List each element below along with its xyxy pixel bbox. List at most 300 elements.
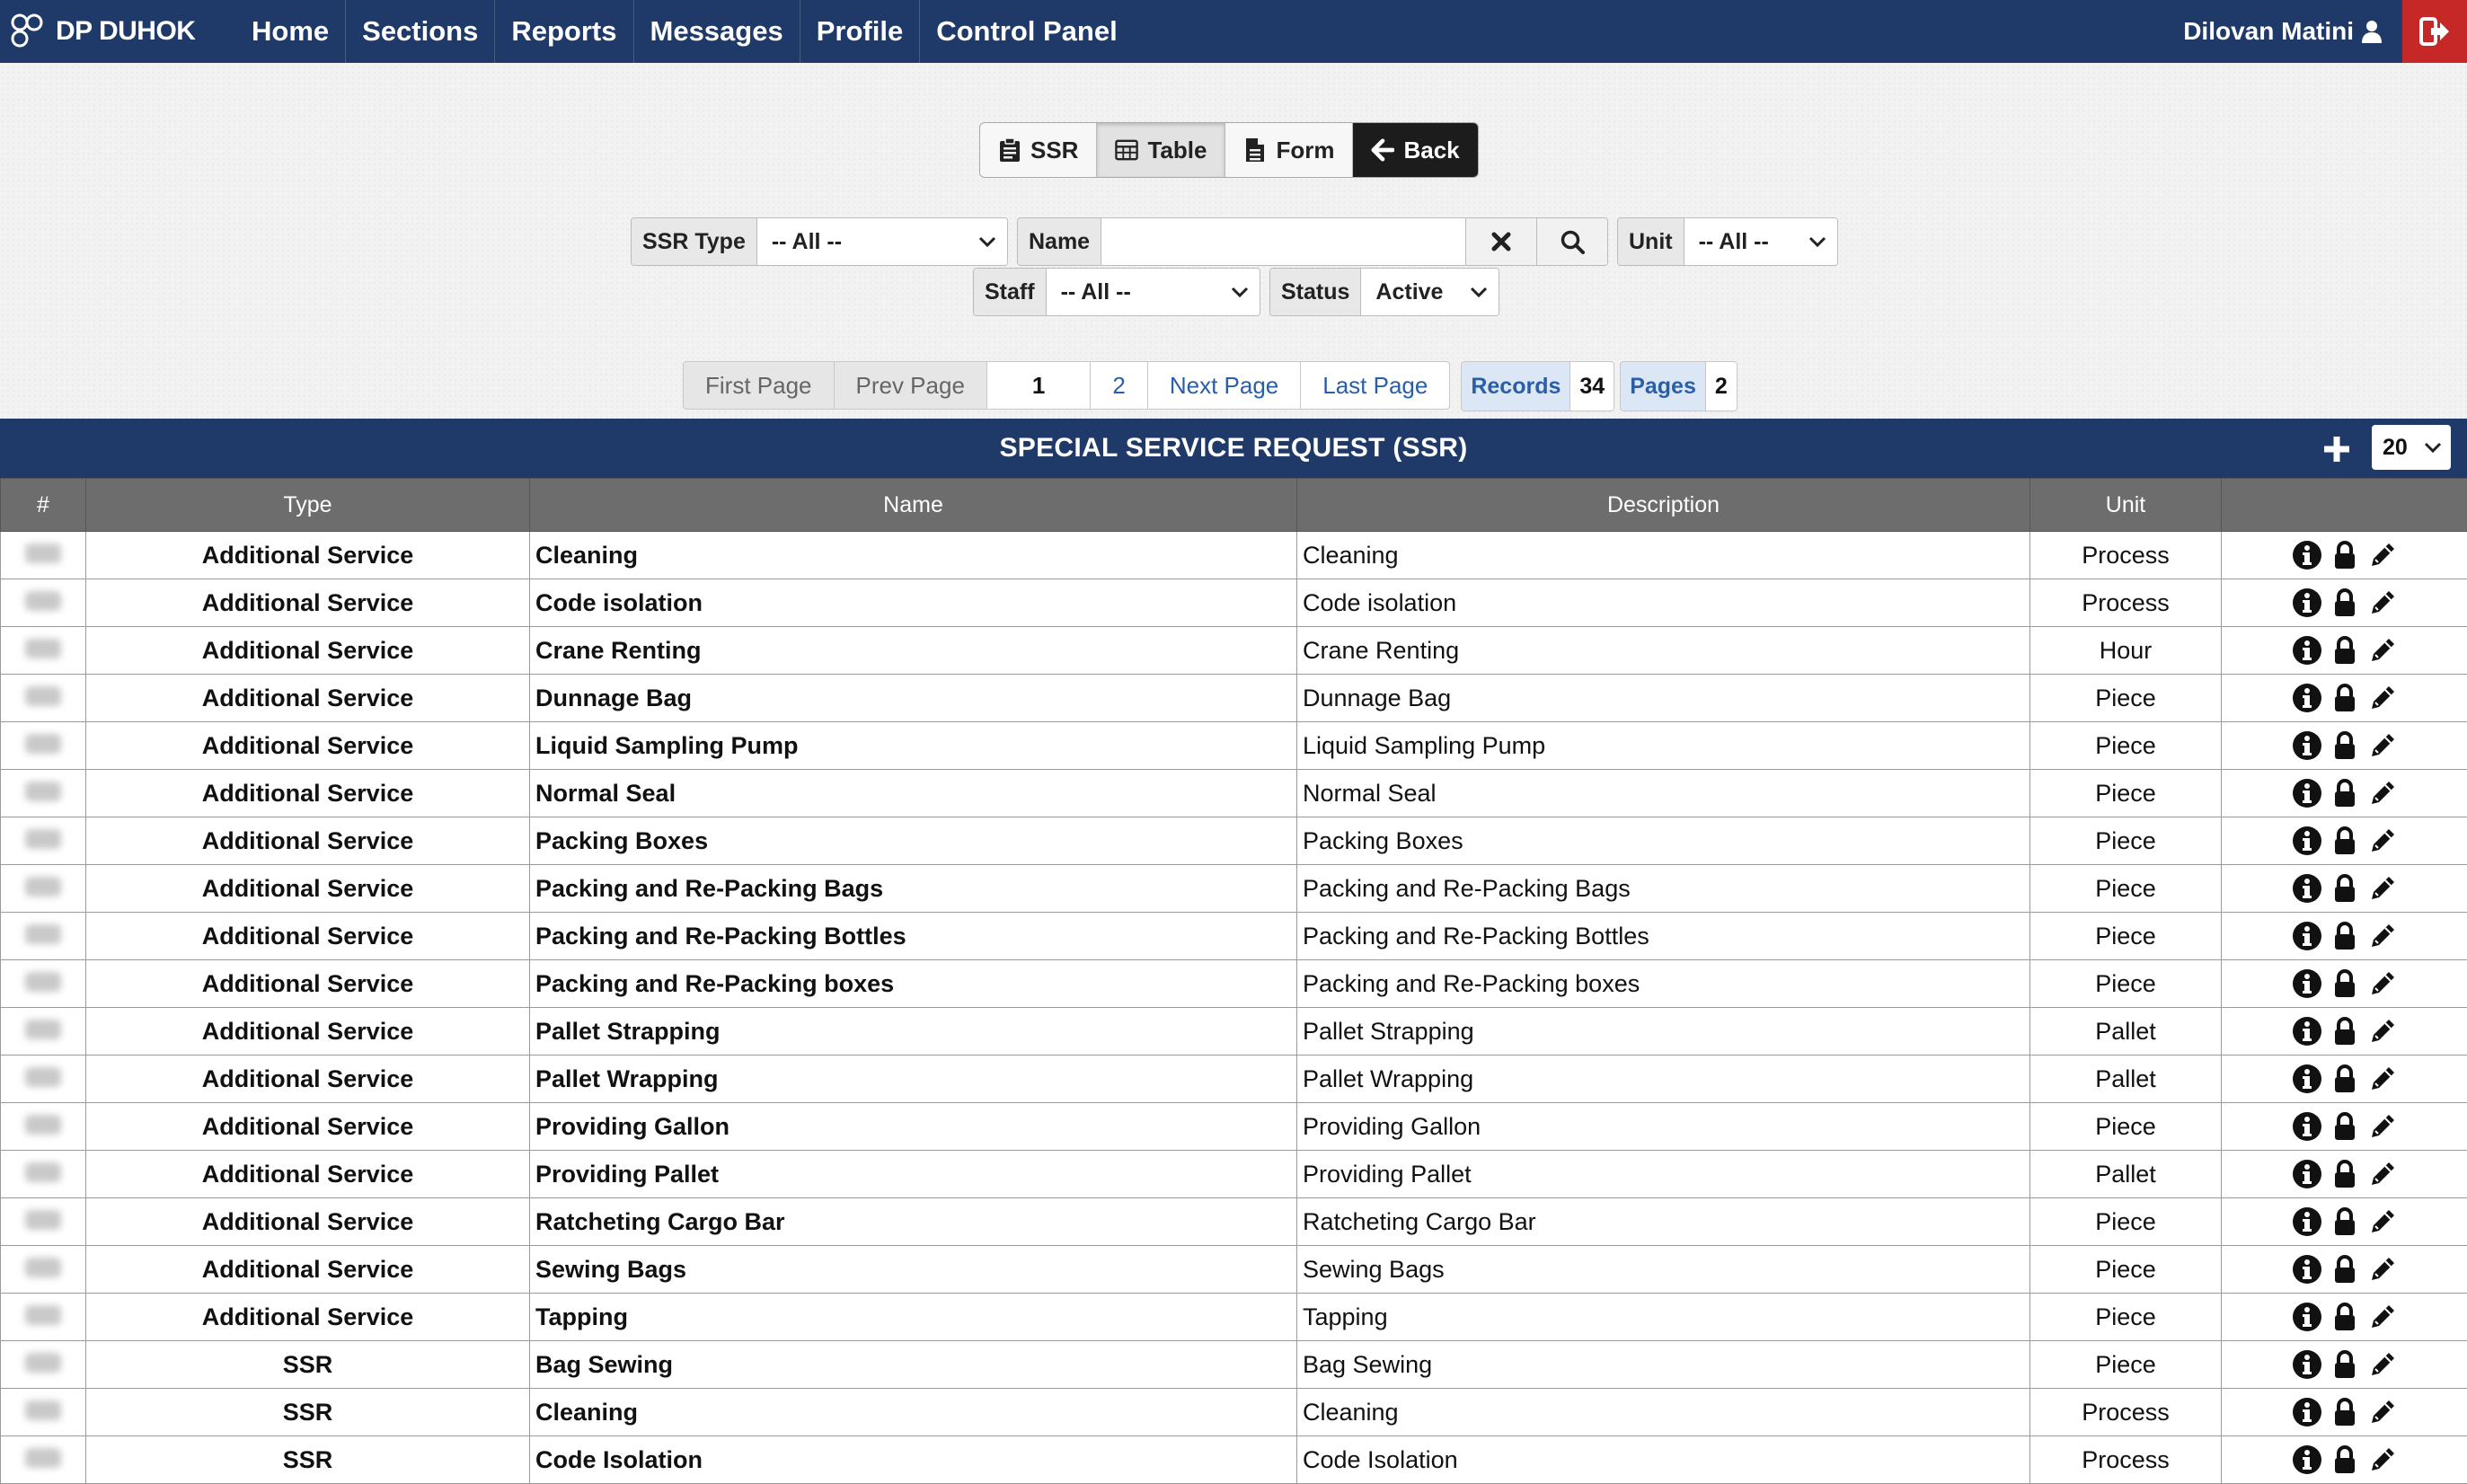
row-description: Bag Sewing	[1297, 1341, 2030, 1389]
search-icon	[1560, 229, 1585, 254]
row-number-blurred	[25, 591, 61, 611]
back-button[interactable]	[1353, 123, 1477, 177]
row-actions	[2222, 1151, 2467, 1198]
col-header-number[interactable]: #	[1, 479, 86, 532]
row-number-cell	[1, 1389, 86, 1436]
row-description: Pallet Strapping	[1297, 1008, 2030, 1056]
table-row[interactable]	[1, 960, 2467, 1008]
form-view-label: Form	[1276, 136, 1335, 163]
lock-icon[interactable]	[2330, 1206, 2360, 1237]
row-number-cell	[1, 960, 86, 1008]
info-icon[interactable]	[2292, 968, 2322, 999]
row-name: Providing Pallet	[530, 1151, 1297, 1198]
pencil-icon[interactable]	[2367, 1397, 2398, 1427]
unit-select[interactable]	[1684, 218, 1837, 265]
row-unit: Pallet	[2030, 1056, 2222, 1103]
row-description: Packing and Re-Packing Bags	[1297, 865, 2030, 913]
col-header-type[interactable]: Type	[86, 479, 530, 532]
staff-value: -- All --	[1060, 278, 1131, 305]
pencil-icon[interactable]	[2367, 1349, 2398, 1380]
row-actions	[2222, 1103, 2467, 1151]
page-2-button[interactable]: 2	[1091, 361, 1147, 410]
pencil-icon[interactable]	[2367, 873, 2398, 904]
table-row[interactable]	[1, 1103, 2467, 1151]
info-icon[interactable]	[2292, 683, 2322, 713]
info-icon[interactable]	[2292, 635, 2322, 666]
row-number-blurred	[25, 924, 61, 944]
row-name: Tapping	[530, 1294, 1297, 1341]
pencil-icon[interactable]	[2367, 730, 2398, 761]
pencil-icon[interactable]	[2367, 826, 2398, 856]
lock-icon[interactable]	[2330, 683, 2360, 713]
prev-page-button[interactable]: Prev Page	[835, 361, 987, 410]
arrow-left-icon	[1371, 137, 1394, 163]
pencil-icon[interactable]	[2367, 1159, 2398, 1189]
row-number-cell	[1, 722, 86, 770]
row-number-blurred	[25, 1067, 61, 1087]
row-description: Providing Pallet	[1297, 1151, 2030, 1198]
row-actions	[2222, 1389, 2467, 1436]
user-name: Dilovan Matini	[2183, 17, 2354, 45]
row-number-blurred	[25, 1400, 61, 1420]
row-actions	[2222, 1341, 2467, 1389]
file-icon	[1243, 137, 1267, 163]
row-unit: Pallet	[2030, 1008, 2222, 1056]
row-number-blurred	[25, 782, 61, 801]
info-icon[interactable]	[2292, 730, 2322, 761]
lock-icon[interactable]	[2330, 1064, 2360, 1094]
name-filter	[1017, 217, 1608, 266]
row-number-blurred	[25, 1020, 61, 1039]
row-type: Additional Service	[86, 1151, 530, 1198]
row-number-blurred	[25, 972, 61, 992]
unit-filter	[1617, 217, 1838, 266]
lock-icon[interactable]	[2330, 1302, 2360, 1332]
filter-row-1	[631, 217, 1847, 266]
table-row[interactable]	[1, 722, 2467, 770]
pencil-icon[interactable]	[2367, 1254, 2398, 1285]
row-type: Additional Service	[86, 865, 530, 913]
lock-icon[interactable]	[2330, 873, 2360, 904]
form-view-button[interactable]	[1225, 123, 1353, 177]
chevron-down-icon	[1808, 235, 1826, 248]
row-number-blurred	[25, 734, 61, 754]
row-type: Additional Service	[86, 1294, 530, 1341]
ssr-table	[0, 478, 2467, 1484]
row-actions	[2222, 960, 2467, 1008]
info-icon[interactable]	[2292, 1016, 2322, 1047]
table-title: SPECIAL SERVICE REQUEST (SSR)	[999, 433, 1468, 463]
info-icon[interactable]	[2292, 873, 2322, 904]
row-number-cell	[1, 1294, 86, 1341]
row-number-cell	[1, 1151, 86, 1198]
row-unit: Pallet	[2030, 1151, 2222, 1198]
row-unit: Piece	[2030, 722, 2222, 770]
row-unit: Piece	[2030, 1294, 2222, 1341]
brand-name: DP DUHOK	[56, 16, 196, 46]
first-page-button[interactable]: First Page	[683, 361, 835, 410]
clear-name-button[interactable]	[1465, 218, 1536, 265]
row-unit: Piece	[2030, 913, 2222, 960]
info-icon[interactable]	[2292, 587, 2322, 618]
row-number-blurred	[25, 1115, 61, 1135]
row-description: Tapping	[1297, 1294, 2030, 1341]
row-number-cell	[1, 1008, 86, 1056]
row-number-cell	[1, 770, 86, 817]
pagination	[683, 361, 1738, 410]
row-unit: Piece	[2030, 1103, 2222, 1151]
row-type: Additional Service	[86, 1246, 530, 1294]
row-actions	[2222, 913, 2467, 960]
table-row[interactable]	[1, 579, 2467, 627]
unit-label: Unit	[1618, 218, 1684, 265]
row-description: Code Isolation	[1297, 1436, 2030, 1484]
unit-value: -- All --	[1698, 228, 1769, 254]
info-icon[interactable]	[2292, 1206, 2322, 1237]
row-type: Additional Service	[86, 1008, 530, 1056]
table-body	[1, 532, 2467, 1484]
pencil-icon[interactable]	[2367, 778, 2398, 808]
pencil-icon[interactable]	[2367, 968, 2398, 999]
row-name: Pallet Strapping	[530, 1008, 1297, 1056]
lock-icon[interactable]	[2330, 1159, 2360, 1189]
table-row[interactable]	[1, 770, 2467, 817]
row-unit: Process	[2030, 532, 2222, 579]
info-icon[interactable]	[2292, 1254, 2322, 1285]
row-number-cell	[1, 913, 86, 960]
top-navbar	[0, 0, 2467, 63]
row-description: Liquid Sampling Pump	[1297, 722, 2030, 770]
table-icon	[1115, 137, 1138, 163]
next-page-button[interactable]: Next Page	[1148, 361, 1301, 410]
info-icon[interactable]	[2292, 540, 2322, 570]
row-description: Packing Boxes	[1297, 817, 2030, 865]
row-actions	[2222, 675, 2467, 722]
row-number-cell	[1, 865, 86, 913]
row-number-blurred	[25, 829, 61, 849]
lock-icon[interactable]	[2330, 587, 2360, 618]
staff-filter	[973, 268, 1260, 316]
row-description: Packing and Re-Packing Bottles	[1297, 913, 2030, 960]
lock-icon[interactable]	[2330, 635, 2360, 666]
row-type: Additional Service	[86, 1056, 530, 1103]
row-number-blurred	[25, 877, 61, 897]
table-row[interactable]	[1, 627, 2467, 675]
search-button[interactable]	[1536, 218, 1607, 265]
brand-logo[interactable]	[0, 0, 235, 63]
row-actions	[2222, 532, 2467, 579]
status-filter	[1269, 268, 1499, 316]
pencil-icon[interactable]	[2367, 921, 2398, 951]
row-type: Additional Service	[86, 817, 530, 865]
pencil-icon[interactable]	[2367, 1302, 2398, 1332]
page-size-value: 20	[2383, 434, 2408, 460]
view-switcher	[979, 122, 1479, 178]
row-number-blurred	[25, 1448, 61, 1468]
pencil-icon[interactable]	[2367, 635, 2398, 666]
pencil-icon[interactable]	[2367, 683, 2398, 713]
name-label: Name	[1018, 218, 1101, 265]
info-icon[interactable]	[2292, 1159, 2322, 1189]
row-name: Packing and Re-Packing Bottles	[530, 913, 1297, 960]
row-name: Code isolation	[530, 579, 1297, 627]
row-number-blurred	[25, 1305, 61, 1325]
row-description: Dunnage Bag	[1297, 675, 2030, 722]
pages-label: Pages	[1621, 362, 1706, 411]
row-actions	[2222, 770, 2467, 817]
row-name: Pallet Wrapping	[530, 1056, 1297, 1103]
row-actions	[2222, 722, 2467, 770]
lock-icon[interactable]	[2330, 1111, 2360, 1142]
row-description: Cleaning	[1297, 1389, 2030, 1436]
row-description: Sewing Bags	[1297, 1246, 2030, 1294]
row-number-blurred	[25, 1258, 61, 1277]
row-actions	[2222, 817, 2467, 865]
nav-reports[interactable]: Reports	[495, 0, 633, 63]
pencil-icon[interactable]	[2367, 1111, 2398, 1142]
table-view-button[interactable]	[1097, 123, 1225, 177]
page-links	[683, 361, 1450, 410]
user-icon	[2361, 20, 2383, 43]
table-row[interactable]	[1, 1008, 2467, 1056]
row-name: Cleaning	[530, 1389, 1297, 1436]
table-row[interactable]	[1, 1436, 2467, 1484]
row-actions	[2222, 627, 2467, 675]
row-type: Additional Service	[86, 1198, 530, 1246]
pencil-icon[interactable]	[2367, 1064, 2398, 1094]
row-actions	[2222, 1294, 2467, 1341]
table-view-label: Table	[1147, 136, 1207, 163]
row-unit: Process	[2030, 1436, 2222, 1484]
row-type: SSR	[86, 1341, 530, 1389]
row-number-cell	[1, 1103, 86, 1151]
col-header-description[interactable]: Description	[1297, 479, 2030, 532]
lock-icon[interactable]	[2330, 1397, 2360, 1427]
nav-control-panel[interactable]: Control Panel	[936, 15, 1118, 47]
row-name: Bag Sewing	[530, 1341, 1297, 1389]
lock-icon[interactable]	[2330, 1349, 2360, 1380]
row-name: Liquid Sampling Pump	[530, 722, 1297, 770]
row-description: Ratcheting Cargo Bar	[1297, 1198, 2030, 1246]
info-icon[interactable]	[2292, 778, 2322, 808]
row-name: Packing and Re-Packing boxes	[530, 960, 1297, 1008]
row-type: Additional Service	[86, 722, 530, 770]
page-1-button[interactable]: 1	[987, 361, 1091, 410]
row-number-cell	[1, 675, 86, 722]
chevron-down-icon	[1470, 286, 1488, 298]
ssr-view-button[interactable]	[980, 123, 1097, 177]
table-header-bar	[0, 419, 2467, 478]
row-actions	[2222, 1436, 2467, 1484]
row-description: Cleaning	[1297, 532, 2030, 579]
row-unit: Piece	[2030, 1341, 2222, 1389]
ssr-type-label: SSR Type	[632, 218, 757, 265]
row-number-cell	[1, 579, 86, 627]
row-number-blurred	[25, 639, 61, 658]
col-header-name[interactable]: Name	[530, 479, 1297, 532]
main-nav	[235, 0, 1134, 63]
user-menu[interactable]	[2183, 0, 2383, 63]
nav-messages[interactable]: Messages	[634, 0, 800, 63]
table-row[interactable]	[1, 817, 2467, 865]
lock-icon[interactable]	[2330, 1444, 2360, 1475]
lock-icon[interactable]	[2330, 778, 2360, 808]
status-value: Active	[1375, 278, 1444, 305]
table-header-row	[1, 479, 2467, 532]
row-number-cell	[1, 1436, 86, 1484]
row-type: Additional Service	[86, 770, 530, 817]
row-name: Packing and Re-Packing Bags	[530, 865, 1297, 913]
ssr-type-select[interactable]	[757, 218, 1007, 265]
row-unit: Piece	[2030, 865, 2222, 913]
row-number-blurred	[25, 1210, 61, 1230]
pencil-icon[interactable]	[2367, 587, 2398, 618]
row-unit: Hour	[2030, 627, 2222, 675]
pencil-icon[interactable]	[2367, 1016, 2398, 1047]
row-number-blurred	[25, 1353, 61, 1373]
pencil-icon[interactable]	[2367, 1206, 2398, 1237]
ssr-type-value: -- All --	[771, 228, 843, 254]
row-name: Sewing Bags	[530, 1246, 1297, 1294]
table-row[interactable]	[1, 1389, 2467, 1436]
table-row[interactable]	[1, 1294, 2467, 1341]
lock-icon[interactable]	[2330, 1254, 2360, 1285]
col-header-unit[interactable]: Unit	[2030, 479, 2222, 532]
page-size-select[interactable]	[2372, 425, 2451, 470]
nav-home[interactable]: Home	[235, 0, 346, 63]
row-number-cell	[1, 817, 86, 865]
info-icon[interactable]	[2292, 1302, 2322, 1332]
row-name: Normal Seal	[530, 770, 1297, 817]
row-number-cell	[1, 1198, 86, 1246]
info-icon[interactable]	[2292, 1444, 2322, 1475]
row-description: Packing and Re-Packing boxes	[1297, 960, 2030, 1008]
row-number-blurred	[25, 543, 61, 563]
row-number-cell	[1, 532, 86, 579]
name-input[interactable]	[1101, 218, 1465, 265]
info-icon[interactable]	[2292, 826, 2322, 856]
ssr-view-label: SSR	[1030, 136, 1079, 163]
row-number-blurred	[25, 1162, 61, 1182]
row-actions	[2222, 1056, 2467, 1103]
back-label: Back	[1403, 136, 1460, 163]
table-row[interactable]	[1, 1151, 2467, 1198]
records-count	[1461, 361, 1614, 411]
table-row[interactable]	[1, 675, 2467, 722]
lock-icon[interactable]	[2330, 826, 2360, 856]
row-number-cell	[1, 627, 86, 675]
info-icon[interactable]	[2292, 1111, 2322, 1142]
row-type: SSR	[86, 1436, 530, 1484]
row-unit: Piece	[2030, 960, 2222, 1008]
row-name: Packing Boxes	[530, 817, 1297, 865]
table-row[interactable]	[1, 532, 2467, 579]
table-row[interactable]	[1, 1198, 2467, 1246]
status-label: Status	[1270, 269, 1361, 315]
row-number-cell	[1, 1341, 86, 1389]
records-value: 34	[1570, 362, 1614, 411]
nav-sections[interactable]: Sections	[346, 0, 495, 63]
table-row[interactable]	[1, 913, 2467, 960]
nav-profile[interactable]: Profile	[800, 0, 920, 63]
pencil-icon[interactable]	[2367, 1444, 2398, 1475]
row-name: Providing Gallon	[530, 1103, 1297, 1151]
row-type: Additional Service	[86, 1103, 530, 1151]
chevron-down-icon	[1231, 286, 1249, 298]
ssr-type-filter	[631, 217, 1008, 266]
row-number-blurred	[25, 686, 61, 706]
staff-select[interactable]	[1047, 269, 1260, 315]
table-row[interactable]	[1, 1341, 2467, 1389]
row-description: Providing Gallon	[1297, 1103, 2030, 1151]
row-type: SSR	[86, 1389, 530, 1436]
row-type: Additional Service	[86, 579, 530, 627]
col-header-actions	[2222, 479, 2467, 532]
info-icon[interactable]	[2292, 1064, 2322, 1094]
row-name: Ratcheting Cargo Bar	[530, 1198, 1297, 1246]
row-name: Cleaning	[530, 532, 1297, 579]
row-type: Additional Service	[86, 627, 530, 675]
pencil-icon[interactable]	[2367, 540, 2398, 570]
row-unit: Process	[2030, 1389, 2222, 1436]
row-actions	[2222, 1246, 2467, 1294]
records-label: Records	[1462, 362, 1570, 411]
row-description: Pallet Wrapping	[1297, 1056, 2030, 1103]
status-select[interactable]	[1361, 269, 1499, 315]
row-unit: Piece	[2030, 817, 2222, 865]
row-type: Additional Service	[86, 960, 530, 1008]
clipboard-icon	[998, 137, 1021, 163]
lock-icon[interactable]	[2330, 968, 2360, 999]
row-name: Crane Renting	[530, 627, 1297, 675]
lock-icon[interactable]	[2330, 921, 2360, 951]
lock-icon[interactable]	[2330, 1016, 2360, 1047]
sign-out-icon	[2418, 15, 2451, 48]
row-description: Normal Seal	[1297, 770, 2030, 817]
row-actions	[2222, 1008, 2467, 1056]
pages-count	[1620, 361, 1738, 411]
row-actions	[2222, 1198, 2467, 1246]
chevron-down-icon	[2424, 441, 2442, 454]
times-icon	[1489, 229, 1514, 254]
plus-icon[interactable]	[2321, 434, 2352, 464]
info-icon[interactable]	[2292, 1397, 2322, 1427]
pages-value: 2	[1706, 362, 1737, 411]
table-row[interactable]	[1, 1056, 2467, 1103]
row-unit: Piece	[2030, 1246, 2222, 1294]
info-icon[interactable]	[2292, 1349, 2322, 1380]
last-page-button[interactable]: Last Page	[1301, 361, 1450, 410]
row-type: Additional Service	[86, 532, 530, 579]
row-unit: Piece	[2030, 675, 2222, 722]
row-unit: Piece	[2030, 770, 2222, 817]
logout-button[interactable]	[2402, 0, 2467, 63]
row-type: Additional Service	[86, 675, 530, 722]
lock-icon[interactable]	[2330, 540, 2360, 570]
table-row[interactable]	[1, 1246, 2467, 1294]
row-description: Code isolation	[1297, 579, 2030, 627]
brand-logo-icon	[7, 10, 50, 53]
row-type: Additional Service	[86, 913, 530, 960]
row-unit: Piece	[2030, 1198, 2222, 1246]
row-actions	[2222, 579, 2467, 627]
staff-label: Staff	[974, 269, 1047, 315]
row-description: Crane Renting	[1297, 627, 2030, 675]
table-row[interactable]	[1, 865, 2467, 913]
chevron-down-icon	[978, 235, 996, 248]
lock-icon[interactable]	[2330, 730, 2360, 761]
info-icon[interactable]	[2292, 921, 2322, 951]
